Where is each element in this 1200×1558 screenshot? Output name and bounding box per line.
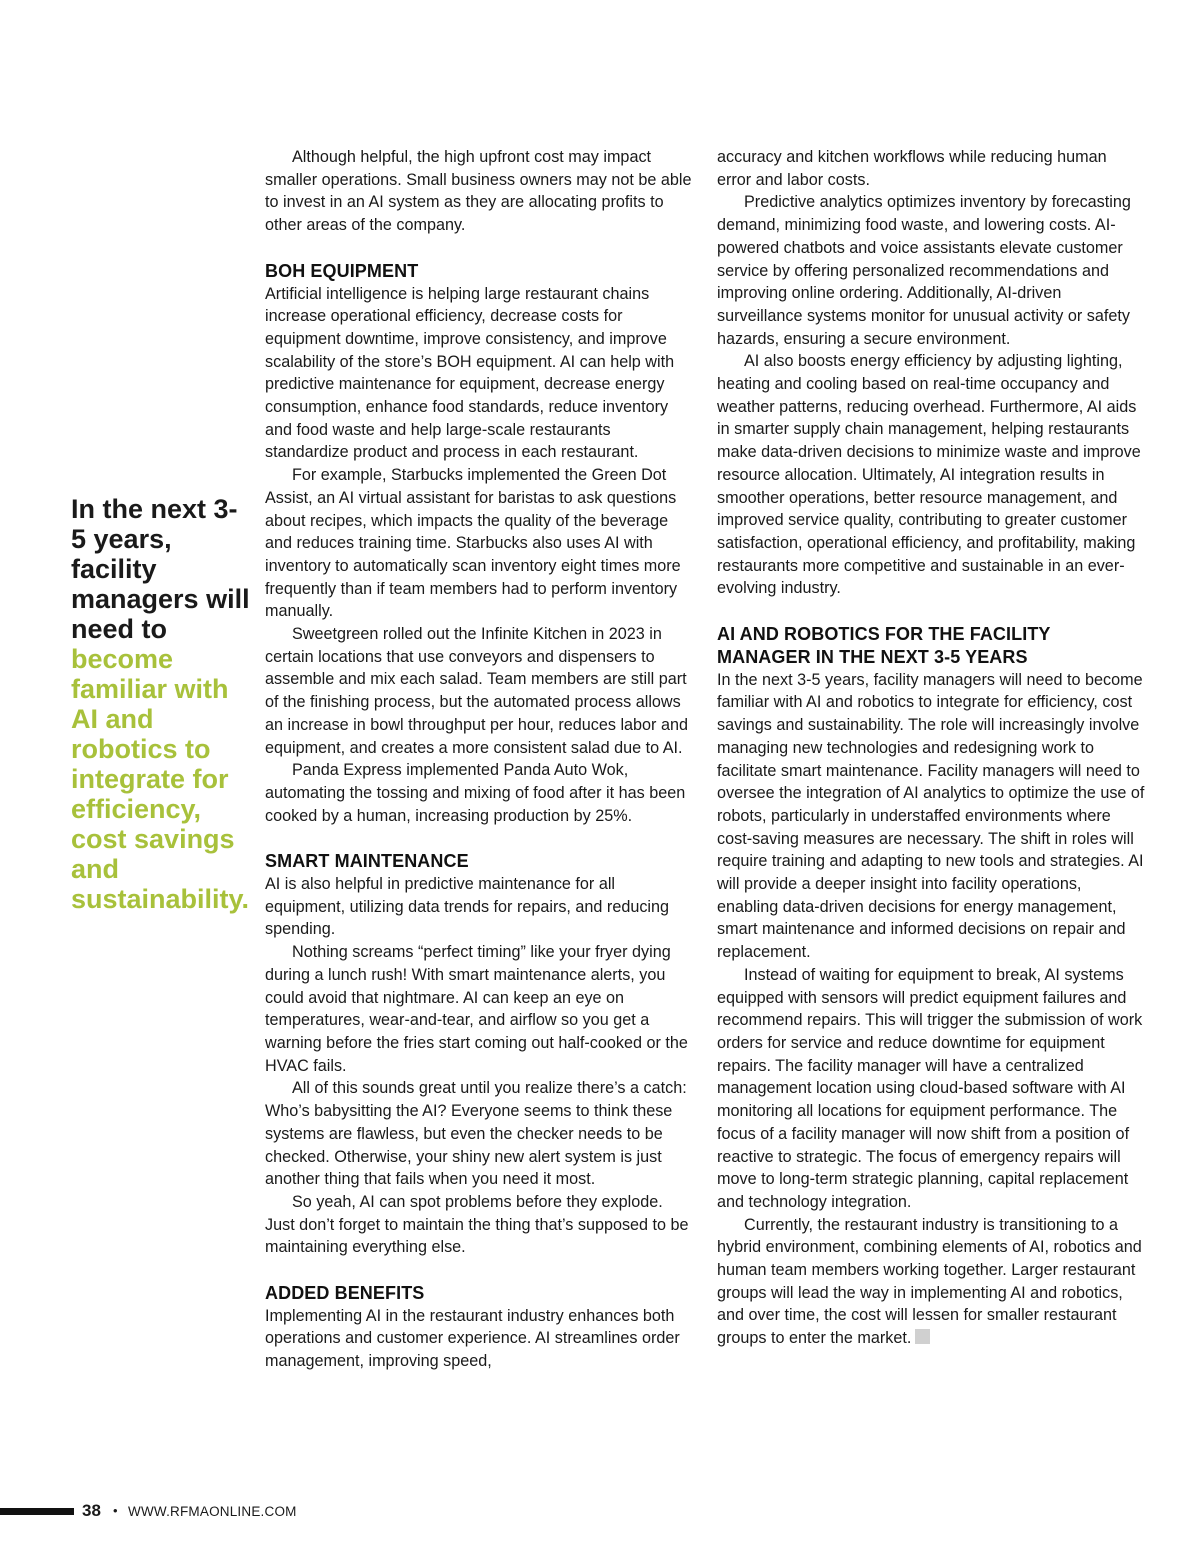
footer-bar [0,1508,74,1515]
website-link[interactable]: WWW.RFMAONLINE.COM [128,1504,297,1519]
paragraph: Artificial intelligence is helping large restaurant chains increase operational efficiency, decrease costs for equipment downtime, improve consistency, and improve scalability of the store’s BOH equipment. AI can help with predictive maintenance for equipment, decrease energy consumption, enhance food standards, reduce inventory and food waste and help large-scale restaurants standardize product and process in each restaurant. [265,284,675,462]
article-column-right [717,146,1145,1350]
paragraph: Panda Express implemented Panda Auto Wok, automating the tossing and mixing of food after it has been cooked by a human, increasing production by 25%. [265,761,686,825]
paragraph: accuracy and kitchen workflows while reducing human error and labor costs. [717,148,1107,189]
paragraph: Predictive analytics optimizes inventory by forecasting demand, minimizing food waste, and lowering costs. AI-powered chatbots and voice assistants elevate customer service by offering personalized recommendations and improving online ordering. Additionally, AI-driven surveillance systems monitor for unusual activity or safety hazards, ensuring a secure environment. [717,193,1131,348]
section-heading-added-benefits: ADDED BENEFITS [265,1282,425,1303]
paragraph: Implementing AI in the restaurant industry enhances both operations and customer experience. AI streamlines order management, improving speed, [265,1306,680,1371]
paragraph: Instead of waiting for equipment to break, AI systems equipped with sensors will predict equipment failures and recommend repairs. This will trigger the submission of work orders for service and reduce downtime for equipment repairs. The facility manager will have a centralized management location using cloud-based software with AI monitoring all locations for equipment performance. The focus of a facility manager will now shift from a position of reactive to strategic. The focus of emergency repairs will move to long-term strategic planning, capital replacement and technology integration. [717,965,1143,1211]
paragraph: For example, Starbucks implemented the Green Dot Assist, an AI virtual assistant for baristas to ask questions about recipes, which impacts the quality of the beverage and reduces training time. Starbucks also uses AI with inventory to automatically scan inventory eight times more frequently than if team members had to perform inventory manually. [265,466,681,621]
section-heading-smart-maintenance: SMART MAINTENANCE [265,851,469,872]
paragraph: AI also boosts energy efficiency by adjusting lighting, heating and cooling based on real-time occupancy and weather patterns, reducing overhead. Furthermore, AI aids in smarter supply chain management, helping restaurants make data-driven decisions to minimize waste and improve resource allocation. Ultimately, AI integration results in smoother operations, better resource management, and improved service quality, contributing to greater customer satisfaction, operational efficiency, and profitability, making restaurants more competitive and sustainable in an ever-evolving industry. [717,352,1141,598]
paragraph: AI is also helpful in predictive maintenance for all equipment, utilizing data trends for repairs, and reducing spending. [265,875,670,939]
paragraph: So yeah, AI can spot problems before they explode. Just don’t forget to maintain the thing that’s supposed to be maintaining everything else. [265,1192,689,1257]
pull-quote-highlight: become familiar with AI and robotics to integrate for efficiency, cost savings and sustainability. [71,644,250,914]
page-number: 38 [82,1501,101,1520]
section-heading-boh-equipment: BOH EQUIPMENT [265,260,419,281]
pull-quote [71,494,251,914]
article-column-left [265,146,693,1373]
footer-separator: • [113,1503,118,1518]
paragraph: Nothing screams “perfect timing” like your fryer dying during a lunch rush! With smart maintenance alerts, you could avoid that nightmare. AI can keep an eye on temperatures, wear-and-tear, and airflow so you get a warning before the fries start coming out half-cooked or the HVAC fails. [265,943,688,1075]
section-heading-ai-robotics: AI AND ROBOTICS FOR THE FACILITY MANAGER IN THE NEXT 3-5 YEARS [717,623,1051,667]
paragraph: In the next 3-5 years, facility managers will need to become familiar with AI and robotics to integrate for efficiency, cost savings and sustainability. The role will increasingly involve managing new technologies and redesigning work to facilitate smart maintenance. Facility managers will need to oversee the integration of AI analytics to optimize the use of robots, particularly in understaffed environments where cost-saving measures are necessary. The shift in roles will require training and adapting to new tools and strategies. AI will provide a deeper insight into facility operations, enabling data-driven decisions for energy management, smart maintenance and informed decisions on repair and replacement. [717,670,1145,962]
paragraph: Although helpful, the high upfront cost may impact smaller operations. Small business owners may not be able to invest in an AI system as they are allocating profits to other areas of the company. [265,148,692,235]
pull-quote-text: In the next 3-5 years, facility managers will need to [71,494,250,644]
paragraph-final [717,1214,1145,1350]
paragraph-final-text: Currently, the restaurant industry is transitioning to a hybrid environment, combining elements of AI, robotics and human team members working together. Larger restaurant groups will lead the way in implementing AI and robotics, and over time, the cost will lessen for smaller restaurant groups to enter the market. [717,1215,1142,1348]
paragraph: All of this sounds great until you realize there’s a catch: Who’s babysitting the AI? Everyone seems to think these systems are flawless, but even the checker needs to be checked. Otherwise, your shiny new alert system is just another thing that fails when you need it most. [265,1079,687,1189]
paragraph: Sweetgreen rolled out the Infinite Kitchen in 2023 in certain locations that use conveyors and dispensers to assemble and mix each salad. Team members are still part of the finishing process, but the automated process allows an increase in bowl throughput per hour, reduces labor and equipment, and creates a more consistent salad due to AI. [265,625,688,757]
end-of-article-icon [915,1329,930,1344]
page-footer [0,1500,600,1524]
